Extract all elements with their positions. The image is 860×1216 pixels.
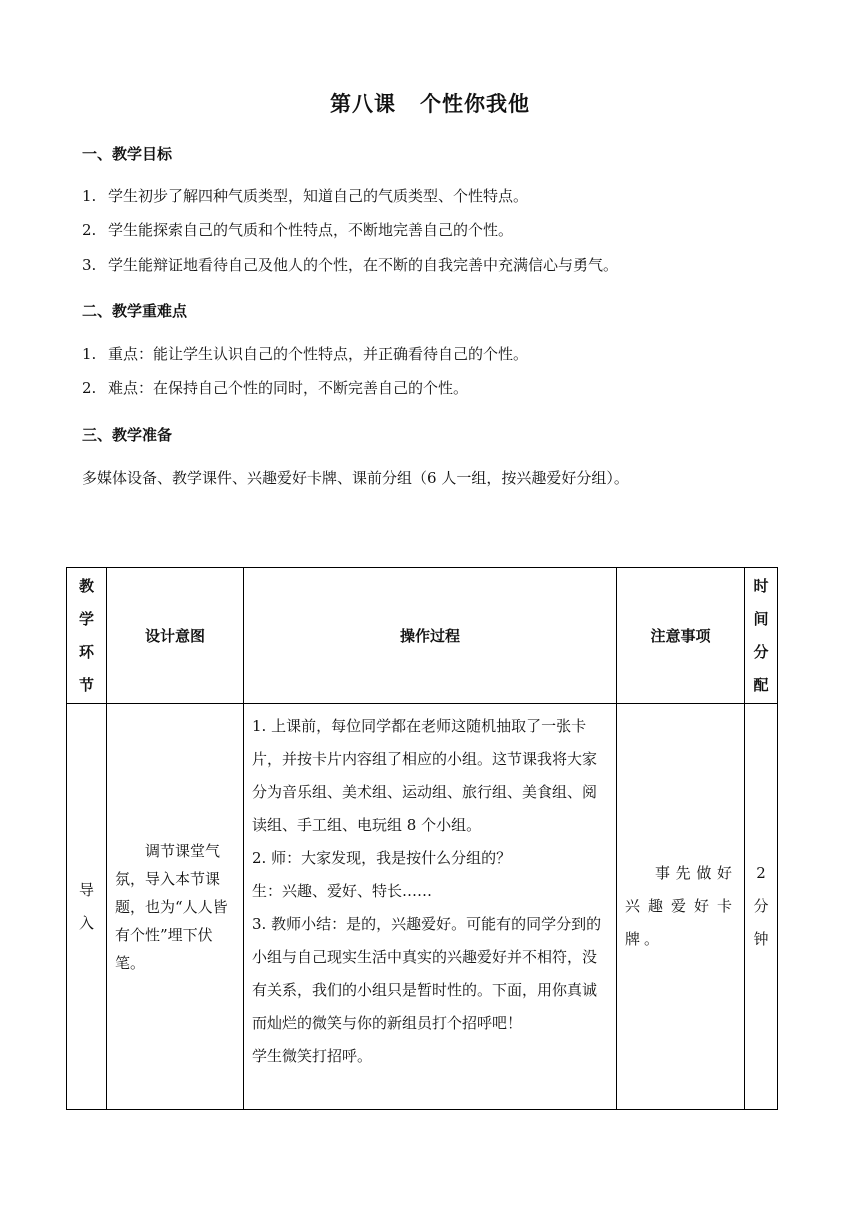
notes-text: 事先做好兴趣爱好卡牌。 <box>625 864 736 948</box>
item-number: 2. <box>82 221 97 239</box>
item-text: 学生能辩证地看待自己及他人的个性，在不断的自我完善中充满信心与勇气。 <box>108 256 619 274</box>
process-step: 生：兴趣、爱好、特长…… <box>252 882 433 900</box>
goal-item <box>82 254 618 275</box>
row-notes <box>617 704 745 1110</box>
keypoint-item <box>82 343 528 364</box>
row-time-char: 2 <box>756 864 766 882</box>
header-time-char: 配 <box>753 675 769 694</box>
header-process: 操作过程 <box>244 568 617 704</box>
process-step: 1. 上课前，每位同学都在老师这随机抽取了一张卡片，并按卡片内容组了相应的小组。这节课我将大家分为音乐组、美术组、运动组、旅行组、美食组、阅读组、手工组、电玩组 8 个小组。 <box>252 717 598 834</box>
header-stage-char: 教 <box>78 576 94 595</box>
item-text: 学生能探索自己的气质和个性特点，不断地完善自己的个性。 <box>108 221 514 239</box>
header-stage-char: 学 <box>78 609 94 628</box>
intent-text: 调节课堂气氛，导入本节课题，也为“人人皆有个性”埋下伏笔。 <box>115 841 228 972</box>
row-stage <box>67 704 107 1110</box>
header-notes: 注意事项 <box>617 568 745 704</box>
row-time-char: 钟 <box>753 930 769 948</box>
prep-text: 多媒体设备、教学课件、兴趣爱好卡牌、课前分组（6 人一组，按兴趣爱好分组）。 <box>82 469 629 487</box>
header-stage-char: 环 <box>78 642 94 661</box>
row-stage-char: 导 <box>78 880 94 899</box>
table-header-row <box>67 568 778 704</box>
header-time-char: 分 <box>753 642 769 661</box>
item-number: 1. <box>82 187 97 205</box>
header-stage <box>67 568 107 704</box>
header-stage-char: 节 <box>78 675 94 694</box>
row-time <box>745 704 778 1110</box>
item-number: 3. <box>82 256 97 274</box>
section-heading-goals: 一、教学目标 <box>82 145 173 163</box>
lesson-table <box>66 567 778 1110</box>
process-step: 2. 师：大家发现，我是按什么分组的？ <box>252 849 512 867</box>
section-heading-prep: 三、教学准备 <box>82 426 173 444</box>
goal-item <box>82 219 513 240</box>
goal-item <box>82 185 528 206</box>
lesson-name: 个性你我他 <box>420 92 530 116</box>
keypoint-item <box>82 377 468 398</box>
header-intent: 设计意图 <box>107 568 244 704</box>
item-number: 2. <box>82 379 97 397</box>
row-process <box>244 704 617 1110</box>
page-title <box>0 88 860 118</box>
header-time-char: 间 <box>753 609 769 628</box>
process-step: 3. 教师小结：是的，兴趣爱好。可能有的同学分到的小组与自己现实生活中真实的兴趣爱好并不相符，没有关系，我们的小组只是暂时性的。下面，用你真诚而灿烂的微笑与你的新组员打个招呼吧！ <box>252 915 602 1032</box>
item-text: 学生初步了解四种气质类型，知道自己的气质类型、个性特点。 <box>108 187 529 205</box>
table-row <box>67 704 778 1110</box>
row-time-char: 分 <box>753 897 769 915</box>
section-heading-keypoints: 二、教学重难点 <box>82 302 188 320</box>
item-text: 重点：能让学生认识自己的个性特点，并正确看待自己的个性。 <box>108 345 529 363</box>
process-step: 学生微笑打招呼。 <box>252 1047 373 1065</box>
header-time <box>745 568 778 704</box>
header-time-char: 时 <box>753 576 769 595</box>
item-number: 1. <box>82 345 97 363</box>
lesson-number: 第八课 <box>330 92 396 116</box>
item-text: 难点：在保持自己个性的同时，不断完善自己的个性。 <box>108 379 469 397</box>
row-stage-char: 入 <box>78 913 94 932</box>
row-intent <box>107 704 244 1110</box>
